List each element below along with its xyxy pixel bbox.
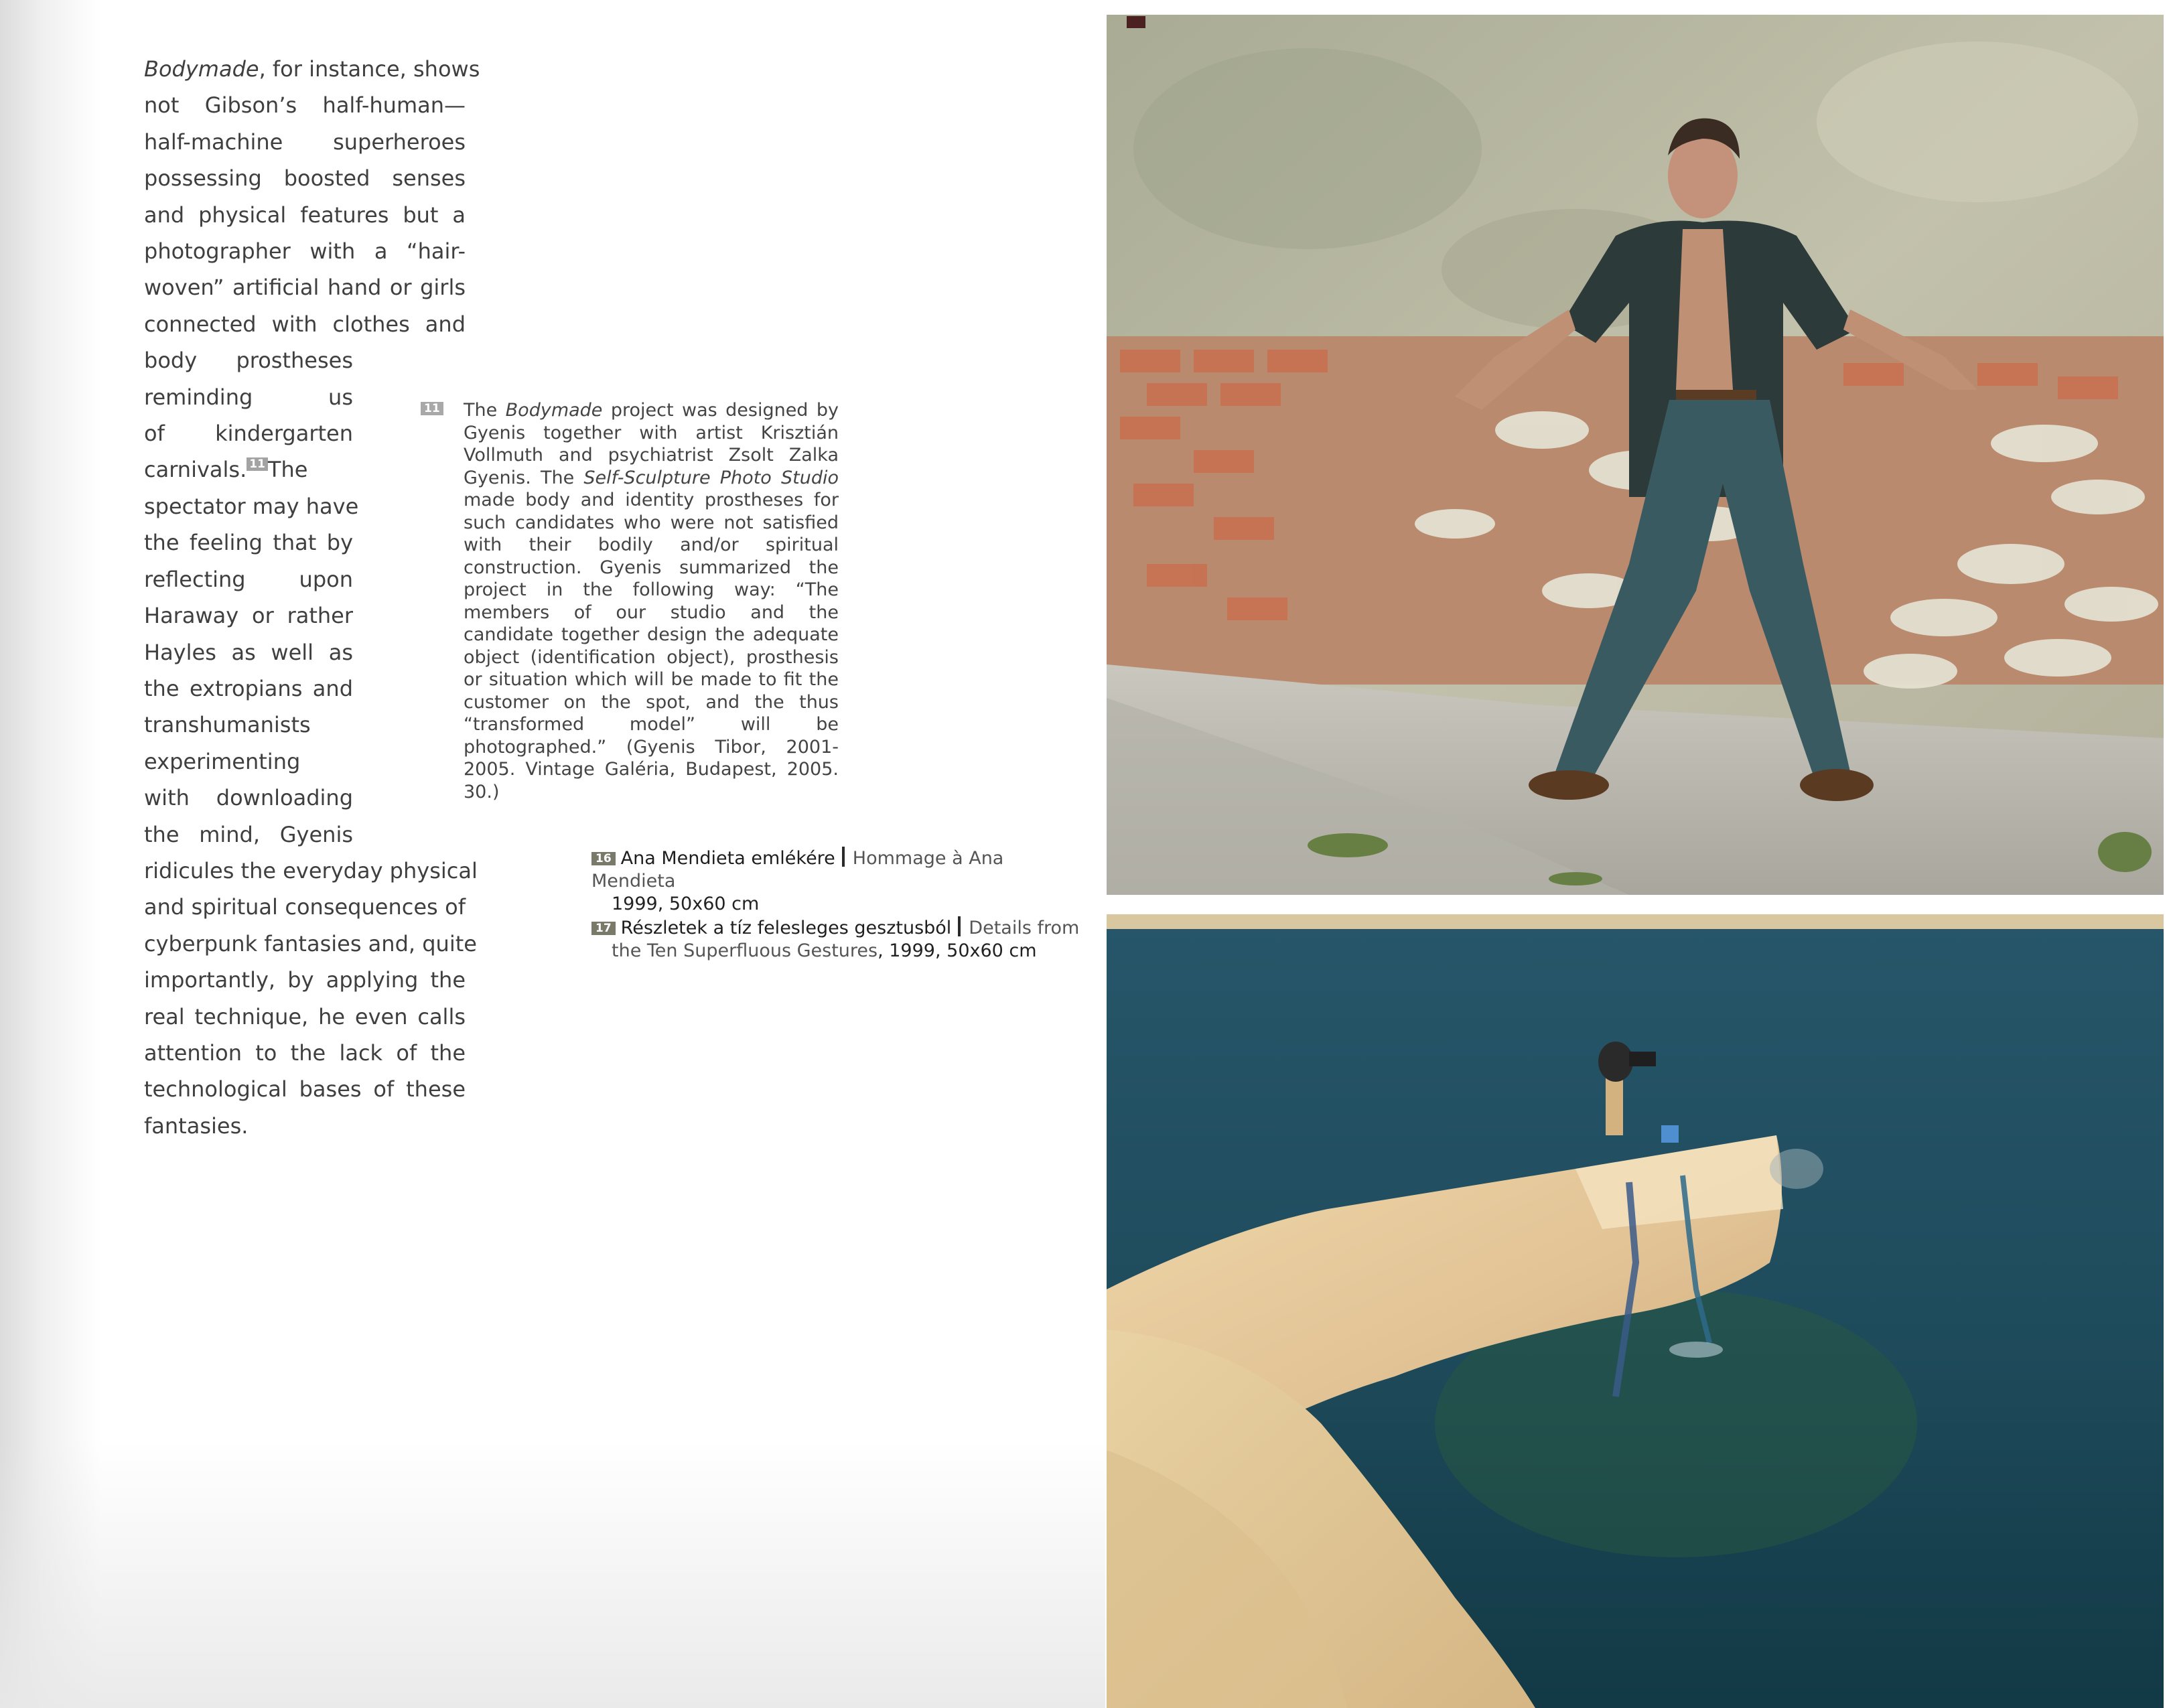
caption-title-hu: Részletek a tíz felesleges gesztusból bbox=[620, 918, 952, 938]
body-line: technological bases of these bbox=[144, 1076, 466, 1102]
footnote-span: made body and identity prostheses for such candidates who were not satisfied with their bodily and/or spiritual construction. Gyenis summarized the project in the following way: “The members of our studio and the candidate together design the adequate object (identification object), prosthesis or situation which will be made to fit the customer on the spot, and the thus “transformed model” will be photographed.” (Gyenis Tibor, 2001-2005. Vintage Galéria, Budapest, 2005. 30.) bbox=[464, 490, 839, 802]
footnote-span: The bbox=[464, 400, 506, 421]
body-line: experimenting bbox=[144, 748, 301, 774]
caption-17 bbox=[591, 916, 1087, 963]
body-line: body prostheses bbox=[144, 348, 353, 374]
footnote-reference: 11 bbox=[247, 457, 268, 471]
body-line: photographer with a “hair- bbox=[144, 238, 466, 265]
photo-wall-man-image bbox=[1107, 15, 2164, 895]
body-line: with downloading bbox=[144, 785, 353, 811]
body-line: reflecting upon bbox=[144, 566, 353, 592]
body-line: woven” artificial hand or girls bbox=[144, 275, 466, 301]
body-text-span: carnivals. bbox=[144, 457, 247, 483]
body-line: fantasies. bbox=[144, 1113, 249, 1139]
photo-ten-superfluous-gestures bbox=[1107, 914, 2164, 1708]
body-line bbox=[144, 451, 353, 488]
body-line bbox=[144, 51, 480, 87]
footnote-text bbox=[464, 399, 839, 803]
footnote-emphasis: Self-Sculpture Photo Studio bbox=[583, 467, 839, 488]
body-line: connected with clothes and bbox=[144, 311, 466, 337]
caption-number: 17 bbox=[591, 922, 616, 935]
caption-details: , 1999, 50x60 cm bbox=[878, 940, 1037, 961]
body-emphasis: Bodymade bbox=[144, 56, 259, 82]
body-text-span: The bbox=[267, 457, 308, 483]
body-line: of kindergarten bbox=[144, 421, 353, 447]
page-bottom-shadow bbox=[0, 1440, 1105, 1708]
body-line: importantly, by applying the bbox=[144, 967, 466, 993]
caption-separator bbox=[958, 916, 961, 936]
caption-title-hu: Ana Mendieta emlékére bbox=[620, 848, 835, 869]
caption-16 bbox=[591, 847, 1087, 916]
body-line: the feeling that by bbox=[144, 530, 353, 556]
body-line: spectator may have bbox=[144, 493, 359, 519]
body-line: possessing boosted senses bbox=[144, 165, 466, 192]
caption-title-en: Details from bbox=[969, 918, 1080, 938]
photo-quarry-lake-image bbox=[1107, 914, 2164, 1708]
body-line: half-machine superheroes bbox=[144, 129, 466, 155]
caption-number: 16 bbox=[591, 852, 616, 865]
body-text-span: , for instance, shows bbox=[259, 56, 480, 82]
body-line: ridicules the everyday physical bbox=[144, 857, 478, 883]
body-line: Hayles as well as bbox=[144, 639, 353, 665]
body-line: transhumanists bbox=[144, 712, 311, 738]
body-line: cyberpunk fantasies and, quite bbox=[144, 930, 477, 956]
caption-title-en: Hommage à Ana Mendieta bbox=[591, 848, 1004, 892]
body-line: Haraway or rather bbox=[144, 603, 353, 629]
body-line: and physical features but a bbox=[144, 202, 466, 228]
caption-separator bbox=[842, 847, 845, 867]
body-line: reminding us bbox=[144, 384, 353, 410]
body-line: the extropians and bbox=[144, 675, 353, 701]
photo-hommage-ana-mendieta bbox=[1107, 15, 2164, 895]
footnote-span: project was designed by Gyenis together with artist Krisztián Vollmuth and psychiatrist Zsolt Zalka Gyenis. The bbox=[464, 400, 839, 488]
caption-title-en: the Ten Superfluous Gestures bbox=[612, 940, 878, 961]
caption-details-line bbox=[591, 940, 1087, 963]
body-line: attention to the lack of the bbox=[144, 1040, 466, 1066]
footnote-number: 11 bbox=[421, 402, 443, 415]
footnote-emphasis: Bodymade bbox=[505, 400, 603, 421]
body-line: not Gibson’s half-human— bbox=[144, 92, 466, 119]
body-text-column bbox=[144, 51, 480, 1144]
body-line: the mind, Gyenis bbox=[144, 821, 353, 847]
body-line: and spiritual consequences of bbox=[144, 894, 466, 920]
body-line: real technique, he even calls bbox=[144, 1003, 466, 1029]
caption-details: 1999, 50x60 cm bbox=[612, 894, 760, 914]
